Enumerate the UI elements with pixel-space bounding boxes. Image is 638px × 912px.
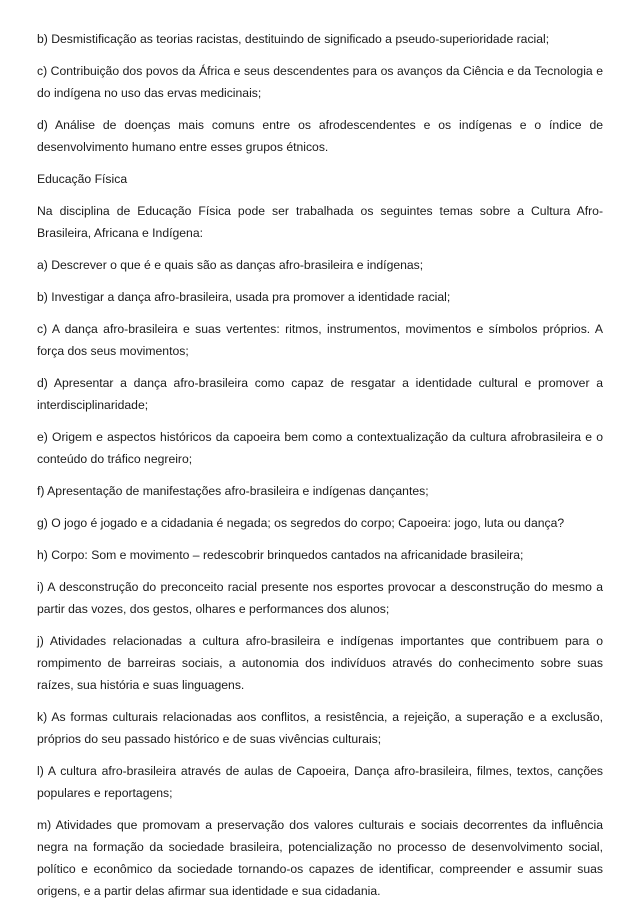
list-item-g: g) O jogo é jogado e a cidadania é negada; os segredos do corpo; Capoeira: jogo, luta ou dança? [37, 516, 565, 530]
section-heading: Educação Física [37, 172, 128, 186]
list-item-d: d) Apresentar a dança afro-brasileira como capaz de resgatar a identidade cultural e promover a interdisciplinaridade; [37, 376, 603, 412]
list-item-j: j) Atividades relacionadas a cultura afro-brasileira e indígenas importantes que contribuem para o rompimento de barreiras sociais, a autonomia dos indivíduos através do conhecimento sobre suas raízes, sua história e suas linguagens. [37, 634, 603, 692]
list-item-b: b) Investigar a dança afro-brasileira, usada pra promover a identidade racial; [37, 290, 451, 304]
document-page [37, 28, 603, 912]
list-item-i: i) A desconstrução do preconceito racial presente nos esportes provocar a desconstrução do mesmo a partir das vozes, dos gestos, olhares e performances dos alunos; [37, 580, 603, 616]
list-item-e: e) Origem e aspectos históricos da capoeira bem como a contextualização da cultura afrobrasileira e o conteúdo do tráfico negreiro; [37, 430, 603, 466]
paragraph-item-c: c) Contribuição dos povos da África e seus descendentes para os avanços da Ciência e da Tecnologia e do indígena no uso das ervas medicinais; [37, 64, 603, 100]
list-item-h: h) Corpo: Som e movimento – redescobrir brinquedos cantados na africanidade brasileira; [37, 548, 524, 562]
list-item-l: l) A cultura afro-brasileira através de aulas de Capoeira, Dança afro-brasileira, filmes, textos, canções populares e reportagens; [37, 764, 603, 800]
paragraph-item-d: d) Análise de doenças mais comuns entre os afrodescendentes e os indígenas e o índice de desenvolvimento humano entre esses grupos étnicos. [37, 118, 603, 154]
paragraph-item-b: b) Desmistificação as teorias racistas, destituindo de significado a pseudo-superioridade racial; [37, 32, 550, 46]
list-item-a: a) Descrever o que é e quais são as danças afro-brasileira e indígenas; [37, 258, 424, 272]
list-item-c: c) A dança afro-brasileira e suas vertentes: ritmos, instrumentos, movimentos e símbolos próprios. A força dos seus movimentos; [37, 322, 603, 358]
list-item-f: f) Apresentação de manifestações afro-brasileira e indígenas dançantes; [37, 484, 429, 498]
list-item-m: m) Atividades que promovam a preservação dos valores culturais e sociais decorrentes da influência negra na formação da sociedade brasileira, potencialização no processo de desenvolvimento social, político e econômico da sociedade tornando-os capazes de identificar, compreender e assumir suas origens, e a partir delas afirmar sua identidade e sua cidadania. [37, 818, 603, 898]
section-intro: Na disciplina de Educação Física pode ser trabalhada os seguintes temas sobre a Cultura Afro-Brasileira, Africana e Indígena: [37, 204, 603, 240]
list-item-k: k) As formas culturais relacionadas aos conflitos, a resistência, a rejeição, a superação e a exclusão, próprios do seu passado histórico e de suas vivências culturais; [37, 710, 603, 746]
